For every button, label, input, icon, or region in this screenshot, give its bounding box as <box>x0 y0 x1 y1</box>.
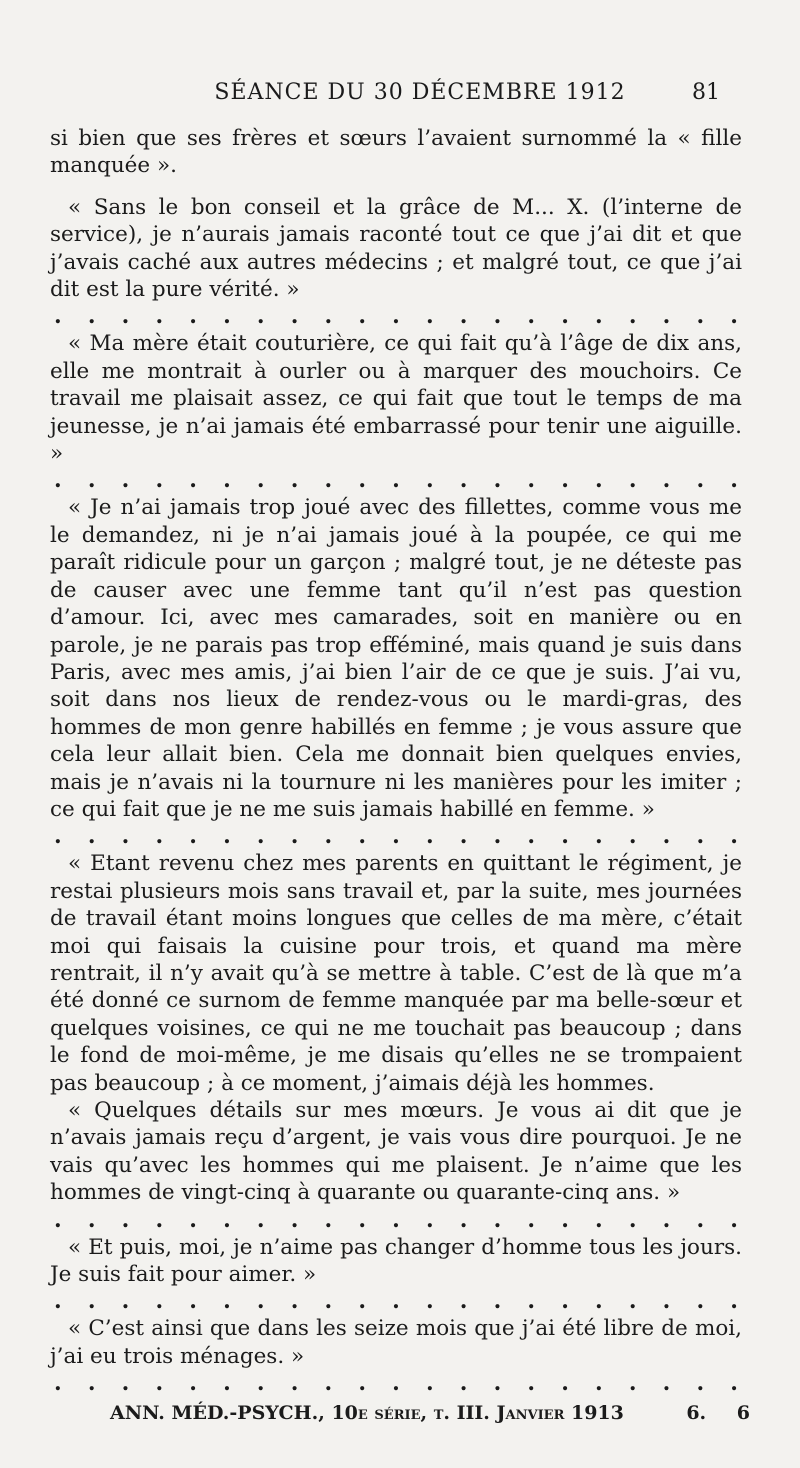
ellipsis-dot: . <box>527 467 536 494</box>
ellipsis-dot: . <box>595 1288 603 1315</box>
ellipsis-dot: . <box>493 467 502 494</box>
ellipsis-dot: . <box>662 1288 671 1315</box>
ellipsis-dot: . <box>121 1288 130 1315</box>
ellipsis-dot: . <box>459 1370 468 1397</box>
ellipsis-dot: . <box>223 303 231 330</box>
ellipsis-dot: . <box>155 1370 164 1397</box>
ellipsis-dot: . <box>527 823 536 850</box>
ellipsis-dot: . <box>459 823 468 850</box>
journal-citation: ANN. MÉD.-PSYCH., 10e série, t. III. Janvier 1913 <box>110 1402 624 1424</box>
ellipsis-dot: . <box>121 467 130 494</box>
ellipsis-dot: . <box>290 303 299 330</box>
ellipsis-dot: . <box>87 1370 96 1397</box>
ellipsis-dot: . <box>223 467 231 494</box>
ellipsis-dot: . <box>561 823 569 850</box>
ellipsis-dot: . <box>121 303 130 330</box>
ellipsis-dot: . <box>121 1206 130 1233</box>
ellipsis-dot: . <box>459 467 468 494</box>
ellipsis-dot: . <box>696 1288 705 1315</box>
ellipsis-dot: . <box>223 1370 231 1397</box>
ellipsis-dot: . <box>358 823 366 850</box>
ellipsis-dot: . <box>696 303 705 330</box>
ellipsis-dot: . <box>87 1206 96 1233</box>
ellipsis-dot: . <box>392 1206 400 1233</box>
ellipsis-dot: . <box>561 1370 569 1397</box>
ellipsis-dot: . <box>87 1288 96 1315</box>
ellipsis-dot: . <box>358 1370 366 1397</box>
ellipsis-row <box>50 303 742 330</box>
ellipsis-dot: . <box>324 1370 333 1397</box>
ellipsis-dot: . <box>155 467 164 494</box>
ellipsis-dot: . <box>628 1370 637 1397</box>
ellipsis-dot: . <box>324 1288 333 1315</box>
ellipsis-dot: . <box>223 1288 231 1315</box>
ellipsis-dot: . <box>595 1206 603 1233</box>
ellipsis-dot: . <box>628 303 637 330</box>
ellipsis-dot: . <box>290 823 299 850</box>
ellipsis-dot: . <box>324 823 333 850</box>
ellipsis-dot: . <box>358 1206 366 1233</box>
ellipsis-dot: . <box>290 467 299 494</box>
paragraph: « Ma mère était couturière, ce qui fait qu’à l’âge de dix ans, elle me montrait à ourler ou à marquer des mouchoirs. Ce travail me plaisait assez, ce qui fait que tout le temps de ma jeunesse, je n’ai jamais été embarrassé pour tenir une aiguille. » <box>50 331 742 467</box>
ellipsis-dot: . <box>290 1206 299 1233</box>
body-text <box>50 125 742 1397</box>
ellipsis-dot: . <box>628 467 637 494</box>
page-footer <box>110 1402 750 1432</box>
ellipsis-dot: . <box>696 467 705 494</box>
page-number: 81 <box>692 80 720 105</box>
ellipsis-dot: . <box>459 1206 468 1233</box>
ellipsis-dot: . <box>459 303 468 330</box>
ellipsis-dot: . <box>155 1206 164 1233</box>
ellipsis-dot: . <box>358 467 366 494</box>
ellipsis-dot: . <box>696 1370 705 1397</box>
ellipsis-dot: . <box>628 1206 637 1233</box>
ellipsis-dot: . <box>425 1370 434 1397</box>
ellipsis-dot: . <box>561 1206 569 1233</box>
ellipsis-dot: . <box>54 1206 62 1233</box>
ellipsis-row <box>50 1370 742 1397</box>
ellipsis-dot: . <box>189 1288 197 1315</box>
ellipsis-dot: . <box>189 823 197 850</box>
paragraph: « Etant revenu chez mes parents en quittant le régiment, je restai plusieurs mois sans travail et, par la suite, mes journées de travail étant moins longues que celles de ma mère, c’était moi qui faisais la cuisine pour trois, et quand ma mère rentrait, il n’y avait qu’à se mettre à table. C’est de là que m’a été donné ce surnom de femme manquée par ma belle-sœur et quelques voisines, ce qui ne me touchait pas beaucoup ; dans le fond de moi-même, je me disais qu’elles ne se trompaient pas beaucoup ; à ce moment, j’aimais déjà les hommes. <box>50 851 742 1096</box>
ellipsis-dot: . <box>155 1288 164 1315</box>
ellipsis-dot: . <box>730 1288 738 1315</box>
ellipsis-dot: . <box>662 1206 671 1233</box>
ellipsis-dot: . <box>392 1288 400 1315</box>
ellipsis-dot: . <box>54 303 62 330</box>
ellipsis-dot: . <box>121 1370 130 1397</box>
ellipsis-dot: . <box>595 467 603 494</box>
paragraph: « Je n’ai jamais trop joué avec des fillettes, comme vous me le demandez, ni je n’ai jamais joué à la poupée, ce qui me paraît ridicule pour un garçon ; malgré tout, je ne déteste pas de causer avec une femme tant qu’il n’est pas question d’amour. Ici, avec mes camarades, soit en manière ou en parole, je ne parais pas trop efféminé, mais quand je suis dans Paris, avec mes amis, j’ai bien l’air de ce que je suis. J’ai vu, soit dans nos lieux de rendez-vous ou le mardi-gras, des hommes de mon genre habillés en femme ; je vous assure que cela leur allait bien. Cela me donnait bien quelques envies, mais je n’avais ni la tournure ni les manières pour les imiter ; ce qui fait que je ne me suis jamais habillé en femme. » <box>50 495 742 822</box>
ellipsis-dot: . <box>595 1370 603 1397</box>
ellipsis-dot: . <box>223 1206 231 1233</box>
ellipsis-dot: . <box>425 467 434 494</box>
printer-signature: 6. 6 <box>686 1402 750 1424</box>
ellipsis-dot: . <box>493 1370 502 1397</box>
ellipsis-dot: . <box>392 823 400 850</box>
ellipsis-dot: . <box>527 1206 536 1233</box>
ellipsis-dot: . <box>54 1370 62 1397</box>
ellipsis-dot: . <box>527 1288 536 1315</box>
ellipsis-dot: . <box>595 303 603 330</box>
ellipsis-dot: . <box>189 467 197 494</box>
ellipsis-dot: . <box>155 303 164 330</box>
ellipsis-row <box>50 1207 742 1234</box>
ellipsis-dot: . <box>223 823 231 850</box>
ellipsis-dot: . <box>54 1288 62 1315</box>
paragraph: « Sans le bon conseil et la grâce de M... X. (l’interne de service), je n’aurais jamais raconté tout ce que j’ai dit et que j’avais caché aux autres médecins ; et malgré tout, ce que j’ai dit est la pure vérité. » <box>50 194 742 303</box>
ellipsis-dot: . <box>425 823 434 850</box>
ellipsis-dot: . <box>392 303 400 330</box>
ellipsis-dot: . <box>256 467 265 494</box>
ellipsis-dot: . <box>256 303 265 330</box>
running-head: SÉANCE DU 30 DÉCEMBRE 1912 <box>214 80 626 105</box>
ellipsis-dot: . <box>256 1206 265 1233</box>
paragraph: « Et puis, moi, je n’aime pas changer d’homme tous les jours. Je suis fait pour aimer. » <box>50 1234 742 1288</box>
ellipsis-dot: . <box>87 823 96 850</box>
paragraph: si bien que ses frères et sœurs l’avaient surnommé la « fille manquée ». <box>50 126 742 179</box>
ellipsis-dot: . <box>256 823 265 850</box>
ellipsis-dot: . <box>493 823 502 850</box>
ellipsis-dot: . <box>527 303 536 330</box>
ellipsis-dot: . <box>324 467 333 494</box>
ellipsis-dot: . <box>358 303 366 330</box>
ellipsis-dot: . <box>527 1370 536 1397</box>
ellipsis-dot: . <box>189 303 197 330</box>
page-header <box>60 80 740 110</box>
ellipsis-row <box>50 823 742 850</box>
ellipsis-dot: . <box>561 1288 569 1315</box>
ellipsis-dot: . <box>493 303 502 330</box>
ellipsis-dot: . <box>628 1288 637 1315</box>
ellipsis-dot: . <box>256 1370 265 1397</box>
paragraph: « C’est ainsi que dans les seize mois que j’ai été libre de moi, j’ai eu trois ménages. » <box>50 1316 742 1369</box>
ellipsis-dot: . <box>730 1370 738 1397</box>
ellipsis-dot: . <box>290 1288 299 1315</box>
ellipsis-dot: . <box>256 1288 265 1315</box>
ellipsis-dot: . <box>595 823 603 850</box>
ellipsis-row <box>50 467 742 494</box>
ellipsis-dot: . <box>493 1206 502 1233</box>
ellipsis-dot: . <box>561 467 569 494</box>
ellipsis-dot: . <box>696 1206 705 1233</box>
ellipsis-dot: . <box>662 467 671 494</box>
ellipsis-dot: . <box>324 303 333 330</box>
ellipsis-dot: . <box>358 1288 366 1315</box>
ellipsis-row <box>50 1288 742 1315</box>
ellipsis-dot: . <box>662 1370 671 1397</box>
ellipsis-dot: . <box>425 1288 434 1315</box>
ellipsis-dot: . <box>121 823 130 850</box>
ellipsis-dot: . <box>696 823 705 850</box>
ellipsis-dot: . <box>730 467 738 494</box>
ellipsis-dot: . <box>662 823 671 850</box>
ellipsis-dot: . <box>290 1370 299 1397</box>
ellipsis-dot: . <box>87 303 96 330</box>
ellipsis-dot: . <box>189 1370 197 1397</box>
ellipsis-dot: . <box>425 303 434 330</box>
ellipsis-dot: . <box>54 467 62 494</box>
ellipsis-dot: . <box>493 1288 502 1315</box>
ellipsis-dot: . <box>730 1206 738 1233</box>
ellipsis-dot: . <box>155 823 164 850</box>
ellipsis-dot: . <box>730 823 738 850</box>
ellipsis-dot: . <box>189 1206 197 1233</box>
ellipsis-dot: . <box>392 1370 400 1397</box>
ellipsis-dot: . <box>324 1206 333 1233</box>
ellipsis-dot: . <box>628 823 637 850</box>
ellipsis-dot: . <box>459 1288 468 1315</box>
ellipsis-dot: . <box>392 467 400 494</box>
ellipsis-dot: . <box>54 823 62 850</box>
ellipsis-dot: . <box>561 303 569 330</box>
ellipsis-dot: . <box>87 467 96 494</box>
ellipsis-dot: . <box>425 1206 434 1233</box>
paragraph: « Quelques détails sur mes mœurs. Je vous ai dit que je n’avais jamais reçu d’argent, je vais vous dire pourquoi. Je ne vais qu’avec les hommes qui me plaisent. Je n’aime que les hommes de vingt-cinq à quarante ou quarante-cinq ans. » <box>50 1098 742 1206</box>
ellipsis-dot: . <box>730 303 738 330</box>
ellipsis-dot: . <box>662 303 671 330</box>
